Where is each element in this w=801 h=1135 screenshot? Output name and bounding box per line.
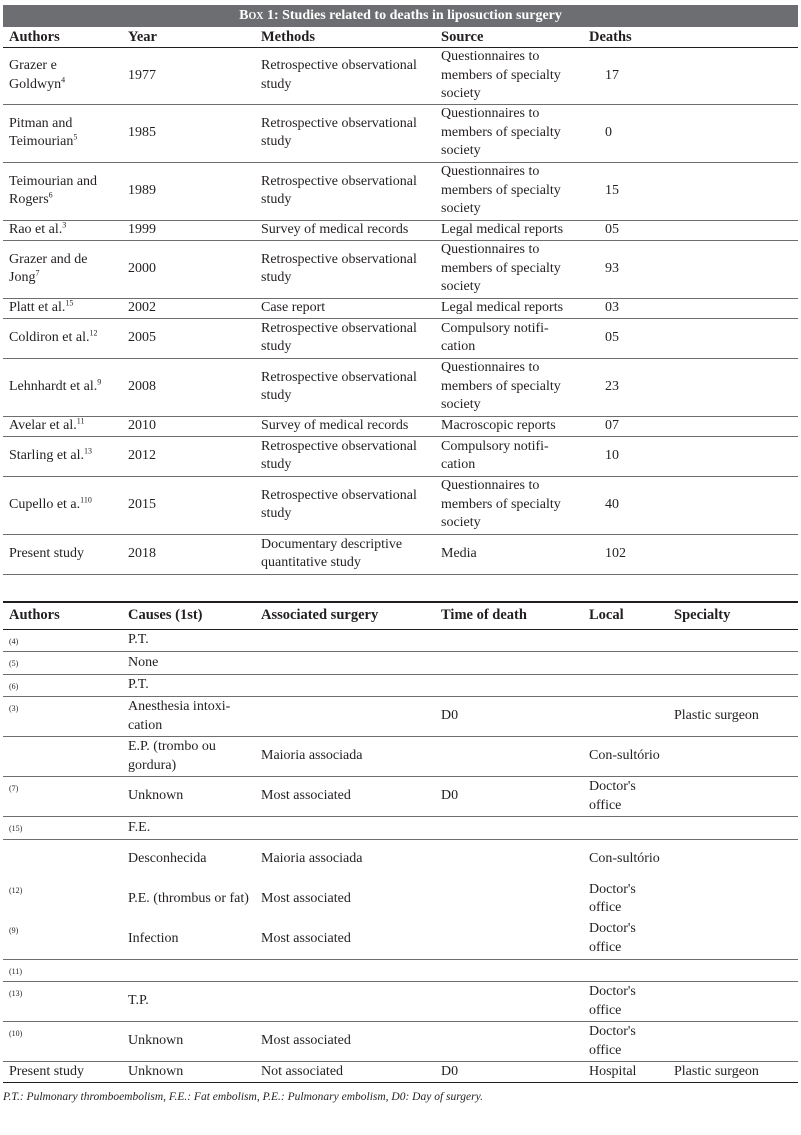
year-cell: 2010: [122, 416, 255, 436]
cause-row: [3, 629, 798, 652]
col-source: Source: [441, 28, 484, 45]
cause-cell: E.P. (trombo ou gordura): [122, 737, 255, 777]
empty-cell: [668, 104, 798, 162]
surgery-cell: Maioria associada: [255, 737, 435, 777]
study-row: [3, 476, 798, 534]
reference-cell: Present study: [3, 1062, 122, 1083]
cause-row: [3, 959, 798, 982]
reference-cell: (7): [3, 777, 122, 817]
reference-cell: (3): [3, 697, 122, 737]
time-of-death-cell: [435, 839, 583, 879]
year-cell: 1985: [122, 104, 255, 162]
local-cell: Con-sultório: [589, 851, 660, 866]
cause-row: [3, 737, 798, 777]
author-cell: [3, 220, 122, 240]
method-cell: Documentary descriptive quantitative study: [255, 534, 435, 574]
empty-cell: [668, 476, 798, 534]
year-cell: 2000: [122, 240, 255, 298]
deaths-cell: 17: [583, 48, 668, 105]
empty-cell: [668, 416, 798, 436]
col-authors: Authors: [9, 28, 60, 45]
local-cell: [583, 674, 668, 697]
reference-cell: (12): [9, 886, 23, 895]
reference-cell: [3, 737, 122, 777]
author-cell: [3, 104, 122, 162]
method-cell: Retrospective observational study: [255, 104, 435, 162]
year-cell: 1999: [122, 220, 255, 240]
cause-row: [3, 919, 798, 959]
study-row: [3, 104, 798, 162]
cause-row: [3, 777, 798, 817]
author-name: Lehnhardt et al.: [9, 378, 98, 394]
cause-cell: P.T.: [122, 674, 255, 697]
local-cell: [583, 959, 668, 982]
surgery-cell: Most associated: [255, 919, 435, 959]
local-cell: [583, 817, 668, 840]
author-cell: [3, 298, 122, 318]
specialty-cell: [668, 879, 798, 919]
surgery-cell: [255, 959, 435, 982]
time-of-death-cell: [435, 919, 583, 959]
method-cell: Survey of medical records: [255, 416, 435, 436]
cause-cell: F.E.: [122, 817, 255, 840]
author-name: Pitman and Teimourian: [9, 115, 74, 149]
year-cell: 2012: [122, 436, 255, 476]
reference-cell: (10): [3, 1022, 122, 1062]
footnote: P.T.: Pulmonary thromboembolism, F.E.: Fat embolism, P.E.: Pulmonary embolism, D0: Day of surgery.: [3, 1091, 483, 1103]
box-title: Studies related to deaths in liposuction surgery: [282, 8, 562, 23]
empty-cell: [668, 534, 798, 574]
cause-row: [3, 697, 798, 737]
deaths-cell: 93: [583, 240, 668, 298]
cause-row: [3, 817, 798, 840]
method-cell: Retrospective observational study: [255, 162, 435, 220]
causes-table-header: [3, 602, 798, 630]
studies-table: [3, 27, 798, 575]
cause-cell: Unknown: [122, 1062, 255, 1083]
year-cell: 1989: [122, 162, 255, 220]
author-cell: [3, 358, 122, 416]
source-cell: Legal medical reports: [435, 220, 583, 240]
cause-cell: P.T.: [122, 629, 255, 652]
studies-table-header: [3, 27, 798, 48]
surgery-cell: [255, 697, 435, 737]
reference-number: 13: [84, 446, 93, 456]
col-causes: Causes (1st): [128, 607, 203, 624]
empty-cell: [668, 48, 798, 105]
author-name: Teimourian and Rogers: [9, 173, 98, 207]
deaths-cell: 05: [583, 318, 668, 358]
reference-cell: (11): [3, 959, 122, 982]
surgery-cell: Most associated: [255, 777, 435, 817]
local-cell: Doctor's office: [583, 982, 668, 1022]
method-cell: Retrospective observational study: [255, 240, 435, 298]
surgery-cell: Most associated: [261, 890, 351, 906]
specialty-cell: [668, 817, 798, 840]
source-cell: Questionnaires to members of specialty society: [435, 358, 583, 416]
cause-row: [3, 982, 798, 1022]
source-cell: Compulsory notifi-cation: [435, 318, 583, 358]
reference-number: 15: [65, 298, 74, 308]
method-cell: Case report: [255, 298, 435, 318]
cause-cell: T.P.: [122, 982, 255, 1022]
author-cell: [3, 318, 122, 358]
cause-cell: [122, 959, 255, 982]
col-associated-surgery: Associated surgery: [261, 607, 379, 624]
time-of-death-cell: [435, 737, 583, 777]
specialty-cell: Plastic surgeon: [668, 697, 798, 737]
specialty-cell: [668, 1022, 798, 1062]
local-cell: [583, 629, 668, 652]
local-cell: Hospital: [583, 1062, 668, 1083]
cause-cell: Unknown: [122, 1022, 255, 1062]
local-cell: [583, 652, 668, 675]
study-row: [3, 162, 798, 220]
col-authors: Authors: [9, 607, 60, 624]
author-name: Platt et al.: [9, 299, 66, 315]
specialty-cell: [668, 629, 798, 652]
deaths-cell: 0: [583, 104, 668, 162]
specialty-cell: [668, 982, 798, 1022]
local-cell: [583, 697, 668, 737]
cause-cell: Anesthesia intoxi-cation: [122, 697, 255, 737]
reference-cell: (15): [3, 817, 122, 840]
cause-cell: P.E. (thrombus or fat): [128, 890, 249, 906]
time-of-death-cell: D0: [435, 777, 583, 817]
surgery-cell: [255, 982, 435, 1022]
author-name: Starling et al.: [9, 447, 85, 463]
author-cell: [3, 162, 122, 220]
reference-cell: (5): [3, 652, 122, 675]
method-cell: Retrospective observational study: [255, 436, 435, 476]
author-cell: [3, 534, 122, 574]
author-name: Cupello et a.: [9, 496, 81, 512]
author-name: Avelar et al.: [9, 417, 77, 433]
study-row: [3, 240, 798, 298]
local-cell: Doctor's office: [583, 1022, 668, 1062]
reference-cell: (13): [3, 982, 122, 1022]
col-time-of-death: Time of death: [441, 607, 527, 624]
surgery-cell: Most associated: [255, 1022, 435, 1062]
col-year: Year: [128, 28, 157, 45]
surgery-cell: [255, 817, 435, 840]
time-of-death-cell: [435, 959, 583, 982]
local-cell: Doctor's office: [583, 777, 668, 817]
deaths-cell: 15: [583, 162, 668, 220]
local-cell: Doctor's office: [583, 919, 668, 959]
time-of-death-cell: [435, 817, 583, 840]
study-row: [3, 358, 798, 416]
empty-cell: [668, 358, 798, 416]
local-cell: Con-sultório: [583, 737, 668, 777]
empty-cell: [668, 162, 798, 220]
cause-cell: None: [122, 652, 255, 675]
col-methods: Methods: [261, 28, 315, 45]
cause-row: [3, 839, 798, 879]
surgery-cell: [255, 652, 435, 675]
author-cell: [3, 48, 122, 105]
specialty-cell: [668, 674, 798, 697]
year-cell: 2005: [122, 318, 255, 358]
deaths-cell: 07: [583, 416, 668, 436]
surgery-cell: Maioria associada: [261, 851, 363, 866]
study-row: [3, 220, 798, 240]
cause-row: [3, 879, 798, 919]
study-row: [3, 436, 798, 476]
cause-row: [3, 1022, 798, 1062]
year-cell: 2002: [122, 298, 255, 318]
author-name: Coldiron et al.: [9, 329, 90, 345]
method-cell: Survey of medical records: [255, 220, 435, 240]
specialty-cell: [668, 919, 798, 959]
time-of-death-cell: [435, 1022, 583, 1062]
col-deaths: Deaths: [589, 28, 632, 45]
deaths-cell: 10: [583, 436, 668, 476]
box-title-bar: [3, 5, 798, 27]
local-cell: Doctor's office: [589, 881, 636, 915]
cause-cell: Infection: [122, 919, 255, 959]
source-cell: Questionnaires to members of specialty society: [435, 162, 583, 220]
cause-cell: Desconhecida: [128, 851, 207, 866]
study-box: [3, 5, 798, 1105]
study-row: [3, 534, 798, 574]
reference-number: 6: [48, 190, 53, 200]
causes-table: [3, 601, 798, 1084]
empty-cell: [668, 298, 798, 318]
specialty-cell: [668, 652, 798, 675]
method-cell: Retrospective observational study: [255, 318, 435, 358]
col-empty: [668, 27, 798, 48]
time-of-death-cell: [435, 652, 583, 675]
reference-cell: (6): [3, 674, 122, 697]
time-of-death-cell: D0: [435, 697, 583, 737]
reference-cell: [3, 839, 122, 879]
col-specialty: Specialty: [674, 607, 731, 624]
cause-row: [3, 674, 798, 697]
reference-number: 12: [89, 328, 98, 338]
specialty-cell: Plastic surgeon: [668, 1062, 798, 1083]
source-cell: Questionnaires to members of specialty society: [435, 240, 583, 298]
col-local: Local: [589, 607, 624, 624]
reference-number: 11: [76, 416, 85, 426]
deaths-cell: 102: [583, 534, 668, 574]
year-cell: 2008: [122, 358, 255, 416]
empty-cell: [668, 318, 798, 358]
time-of-death-cell: D0: [435, 1062, 583, 1083]
reference-number: 5: [73, 132, 78, 142]
specialty-cell: [668, 959, 798, 982]
surgery-cell: Not associated: [255, 1062, 435, 1083]
author-cell: [3, 436, 122, 476]
time-of-death-cell: [435, 879, 583, 919]
author-cell: [3, 476, 122, 534]
method-cell: Retrospective observational study: [255, 358, 435, 416]
reference-number: 7: [35, 268, 40, 278]
source-cell: Compulsory notifi-cation: [435, 436, 583, 476]
specialty-cell: [668, 777, 798, 817]
cause-row: [3, 1062, 798, 1083]
study-row: [3, 416, 798, 436]
author-name: Grazer e Goldwyn: [9, 58, 62, 92]
author-cell: [3, 240, 122, 298]
reference-number: 3: [62, 220, 67, 230]
year-cell: 2015: [122, 476, 255, 534]
empty-cell: [668, 220, 798, 240]
author-name: Rao et al.: [9, 221, 63, 237]
deaths-cell: 23: [583, 358, 668, 416]
time-of-death-cell: [435, 982, 583, 1022]
empty-cell: [668, 240, 798, 298]
author-name: Grazer and de Jong: [9, 251, 88, 285]
reference-number: 110: [80, 495, 92, 505]
specialty-cell: [668, 839, 798, 879]
study-row: [3, 318, 798, 358]
deaths-cell: 03: [583, 298, 668, 318]
reference-cell: (9): [3, 919, 122, 959]
deaths-cell: 40: [583, 476, 668, 534]
method-cell: Retrospective observational study: [255, 48, 435, 105]
author-name: Present study: [9, 545, 85, 561]
surgery-cell: [255, 629, 435, 652]
box-label: Box 1:: [239, 8, 279, 23]
source-cell: Macroscopic reports: [435, 416, 583, 436]
source-cell: Legal medical reports: [435, 298, 583, 318]
time-of-death-cell: [435, 629, 583, 652]
source-cell: Media: [435, 534, 583, 574]
reference-number: 9: [97, 377, 102, 387]
author-cell: [3, 416, 122, 436]
method-cell: Retrospective observational study: [255, 476, 435, 534]
source-cell: Questionnaires to members of specialty society: [435, 48, 583, 105]
specialty-cell: [668, 737, 798, 777]
cause-row: [3, 652, 798, 675]
year-cell: 1977: [122, 48, 255, 105]
surgery-cell: [255, 674, 435, 697]
study-row: [3, 48, 798, 105]
reference-number: 4: [61, 75, 66, 85]
reference-cell: (4): [3, 629, 122, 652]
source-cell: Questionnaires to members of specialty society: [435, 476, 583, 534]
time-of-death-cell: [435, 674, 583, 697]
cause-cell: Unknown: [122, 777, 255, 817]
study-row: [3, 298, 798, 318]
empty-cell: [668, 436, 798, 476]
deaths-cell: 05: [583, 220, 668, 240]
year-cell: 2018: [122, 534, 255, 574]
table-gap: [3, 575, 798, 601]
source-cell: Questionnaires to members of specialty society: [435, 104, 583, 162]
